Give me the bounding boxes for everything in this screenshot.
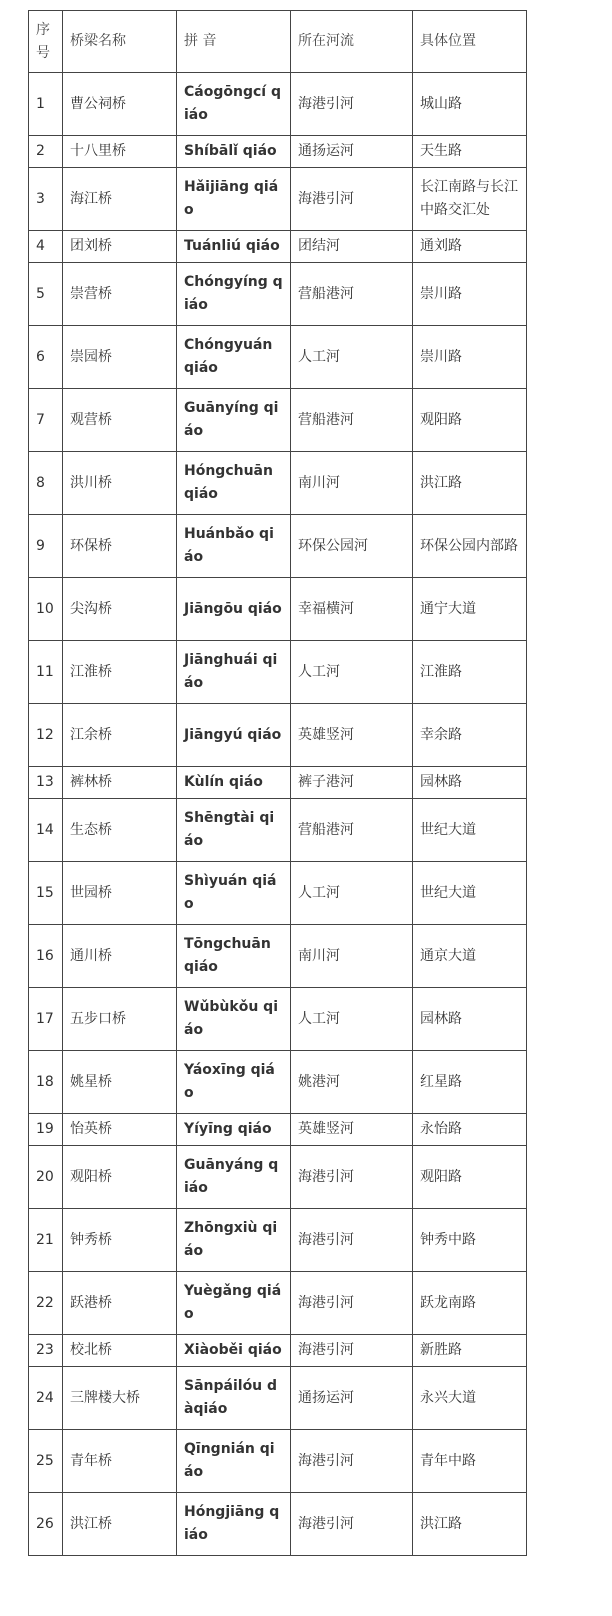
bridge-name: 裤林桥 <box>63 767 177 799</box>
table-row <box>29 389 527 452</box>
bridge-location: 观阳路 <box>413 1146 527 1209</box>
bridge-name: 崇营桥 <box>63 263 177 326</box>
row-number: 19 <box>29 1114 63 1146</box>
bridge-name: 校北桥 <box>63 1335 177 1367</box>
bridge-location: 园林路 <box>413 988 527 1051</box>
bridge-pinyin: Yáoxīng qiáo <box>177 1051 291 1114</box>
header-number: 序号 <box>29 11 63 73</box>
bridge-pinyin: Zhōngxiù qiáo <box>177 1209 291 1272</box>
bridge-river: 幸福横河 <box>291 578 413 641</box>
bridge-pinyin: Xiàoběi qiáo <box>177 1335 291 1367</box>
bridge-location: 天生路 <box>413 136 527 168</box>
table-row <box>29 925 527 988</box>
bridge-location: 崇川路 <box>413 263 527 326</box>
bridge-river: 人工河 <box>291 862 413 925</box>
bridge-name: 观营桥 <box>63 389 177 452</box>
table-row <box>29 1146 527 1209</box>
row-number: 5 <box>29 263 63 326</box>
bridge-river: 海港引河 <box>291 73 413 136</box>
bridge-name: 观阳桥 <box>63 1146 177 1209</box>
bridge-location: 江淮路 <box>413 641 527 704</box>
table-row <box>29 862 527 925</box>
bridge-pinyin: Tōngchuān qiáo <box>177 925 291 988</box>
header-location: 具体位置 <box>413 11 527 73</box>
bridge-river: 海港引河 <box>291 1146 413 1209</box>
bridge-name: 姚星桥 <box>63 1051 177 1114</box>
bridge-location: 园林路 <box>413 767 527 799</box>
bridge-river: 海港引河 <box>291 1493 413 1556</box>
bridge-location: 观阳路 <box>413 389 527 452</box>
bridge-river: 人工河 <box>291 641 413 704</box>
bridge-location: 红星路 <box>413 1051 527 1114</box>
bridge-pinyin: Chóngyíng qiáo <box>177 263 291 326</box>
table-row <box>29 452 527 515</box>
row-number: 3 <box>29 168 63 231</box>
table-row <box>29 1272 527 1335</box>
bridge-river: 海港引河 <box>291 1272 413 1335</box>
bridge-river: 南川河 <box>291 925 413 988</box>
bridge-pinyin: Tuánliú qiáo <box>177 231 291 263</box>
bridge-pinyin: Yuègǎng qiáo <box>177 1272 291 1335</box>
row-number: 15 <box>29 862 63 925</box>
header-bridge-name: 桥梁名称 <box>63 11 177 73</box>
bridge-river: 团结河 <box>291 231 413 263</box>
bridge-pinyin: Hǎijiāng qiáo <box>177 168 291 231</box>
bridge-pinyin: Qīngnián qiáo <box>177 1430 291 1493</box>
bridge-pinyin: Hóngjiāng qiáo <box>177 1493 291 1556</box>
bridge-pinyin: Kùlín qiáo <box>177 767 291 799</box>
table-row <box>29 767 527 799</box>
bridge-name: 洪川桥 <box>63 452 177 515</box>
row-number: 24 <box>29 1367 63 1430</box>
header-river: 所在河流 <box>291 11 413 73</box>
row-number: 16 <box>29 925 63 988</box>
table-row <box>29 1430 527 1493</box>
table-row <box>29 704 527 767</box>
table-row <box>29 263 527 326</box>
table-row <box>29 136 527 168</box>
row-number: 2 <box>29 136 63 168</box>
bridge-pinyin: Shíbālǐ qiáo <box>177 136 291 168</box>
table-row <box>29 799 527 862</box>
bridge-name: 通川桥 <box>63 925 177 988</box>
row-number: 13 <box>29 767 63 799</box>
bridge-river: 南川河 <box>291 452 413 515</box>
bridge-location: 世纪大道 <box>413 862 527 925</box>
bridge-location: 崇川路 <box>413 326 527 389</box>
bridge-location: 永兴大道 <box>413 1367 527 1430</box>
bridge-river: 人工河 <box>291 988 413 1051</box>
bridge-river: 英雄竖河 <box>291 1114 413 1146</box>
bridge-name: 青年桥 <box>63 1430 177 1493</box>
bridge-river: 海港引河 <box>291 1335 413 1367</box>
bridge-river: 环保公园河 <box>291 515 413 578</box>
row-number: 23 <box>29 1335 63 1367</box>
bridge-river: 营船港河 <box>291 799 413 862</box>
row-number: 9 <box>29 515 63 578</box>
bridge-pinyin: Yíyīng qiáo <box>177 1114 291 1146</box>
row-number: 14 <box>29 799 63 862</box>
bridge-river: 裤子港河 <box>291 767 413 799</box>
table-row <box>29 578 527 641</box>
bridge-location: 幸余路 <box>413 704 527 767</box>
row-number: 6 <box>29 326 63 389</box>
bridge-location: 跃龙南路 <box>413 1272 527 1335</box>
row-number: 26 <box>29 1493 63 1556</box>
bridge-pinyin: Guānyíng qiáo <box>177 389 291 452</box>
bridge-name: 跃港桥 <box>63 1272 177 1335</box>
bridge-pinyin: Shēngtài qiáo <box>177 799 291 862</box>
bridge-location: 通宁大道 <box>413 578 527 641</box>
bridge-location: 青年中路 <box>413 1430 527 1493</box>
bridge-name: 海江桥 <box>63 168 177 231</box>
bridge-location: 通刘路 <box>413 231 527 263</box>
bridge-pinyin: Cáogōngcí qiáo <box>177 73 291 136</box>
table-row <box>29 231 527 263</box>
bridge-name: 生态桥 <box>63 799 177 862</box>
table-row <box>29 1367 527 1430</box>
bridge-location: 洪江路 <box>413 452 527 515</box>
row-number: 21 <box>29 1209 63 1272</box>
table-row <box>29 168 527 231</box>
table-row <box>29 988 527 1051</box>
bridge-location: 环保公园内部路 <box>413 515 527 578</box>
table-header-row <box>29 11 527 73</box>
row-number: 22 <box>29 1272 63 1335</box>
bridge-pinyin: Jiāngyú qiáo <box>177 704 291 767</box>
bridge-table-container <box>28 10 527 1556</box>
bridge-river: 海港引河 <box>291 168 413 231</box>
bridge-river: 英雄竖河 <box>291 704 413 767</box>
bridge-location: 世纪大道 <box>413 799 527 862</box>
bridge-river: 姚港河 <box>291 1051 413 1114</box>
bridge-location: 通京大道 <box>413 925 527 988</box>
bridge-location: 永怡路 <box>413 1114 527 1146</box>
bridge-pinyin: Jiānghuái qiáo <box>177 641 291 704</box>
bridge-table <box>28 10 527 1556</box>
bridge-river: 营船港河 <box>291 389 413 452</box>
bridge-pinyin: Hóngchuān qiáo <box>177 452 291 515</box>
bridge-river: 通扬运河 <box>291 1367 413 1430</box>
bridge-river: 人工河 <box>291 326 413 389</box>
row-number: 25 <box>29 1430 63 1493</box>
row-number: 11 <box>29 641 63 704</box>
bridge-location: 新胜路 <box>413 1335 527 1367</box>
bridge-name: 怡英桥 <box>63 1114 177 1146</box>
bridge-name: 团刘桥 <box>63 231 177 263</box>
table-row <box>29 515 527 578</box>
row-number: 18 <box>29 1051 63 1114</box>
bridge-river: 通扬运河 <box>291 136 413 168</box>
bridge-river: 营船港河 <box>291 263 413 326</box>
bridge-name: 崇园桥 <box>63 326 177 389</box>
bridge-location: 长江南路与长江中路交汇处 <box>413 168 527 231</box>
row-number: 4 <box>29 231 63 263</box>
row-number: 12 <box>29 704 63 767</box>
bridge-name: 江余桥 <box>63 704 177 767</box>
bridge-name: 世园桥 <box>63 862 177 925</box>
table-row <box>29 326 527 389</box>
row-number: 1 <box>29 73 63 136</box>
row-number: 10 <box>29 578 63 641</box>
bridge-name: 钟秀桥 <box>63 1209 177 1272</box>
bridge-name: 十八里桥 <box>63 136 177 168</box>
bridge-pinyin: Chóngyuán qiáo <box>177 326 291 389</box>
bridge-pinyin: Shìyuán qiáo <box>177 862 291 925</box>
bridge-name: 五步口桥 <box>63 988 177 1051</box>
bridge-name: 尖沟桥 <box>63 578 177 641</box>
bridge-river: 海港引河 <box>291 1430 413 1493</box>
table-row <box>29 73 527 136</box>
table-row <box>29 1493 527 1556</box>
row-number: 17 <box>29 988 63 1051</box>
bridge-pinyin: Wǔbùkǒu qiáo <box>177 988 291 1051</box>
row-number: 20 <box>29 1146 63 1209</box>
table-row <box>29 1051 527 1114</box>
bridge-name: 曹公祠桥 <box>63 73 177 136</box>
header-pinyin: 拼 音 <box>177 11 291 73</box>
bridge-pinyin: Jiāngōu qiáo <box>177 578 291 641</box>
bridge-name: 江淮桥 <box>63 641 177 704</box>
table-row <box>29 641 527 704</box>
bridge-river: 海港引河 <box>291 1209 413 1272</box>
row-number: 8 <box>29 452 63 515</box>
bridge-name: 环保桥 <box>63 515 177 578</box>
bridge-location: 洪江路 <box>413 1493 527 1556</box>
bridge-pinyin: Huánbǎo qiáo <box>177 515 291 578</box>
row-number: 7 <box>29 389 63 452</box>
table-row <box>29 1335 527 1367</box>
table-row <box>29 1114 527 1146</box>
bridge-pinyin: Guānyáng qiáo <box>177 1146 291 1209</box>
table-row <box>29 1209 527 1272</box>
bridge-pinyin: Sānpáilóu dàqiáo <box>177 1367 291 1430</box>
bridge-name: 洪江桥 <box>63 1493 177 1556</box>
bridge-location: 城山路 <box>413 73 527 136</box>
bridge-location: 钟秀中路 <box>413 1209 527 1272</box>
bridge-name: 三牌楼大桥 <box>63 1367 177 1430</box>
